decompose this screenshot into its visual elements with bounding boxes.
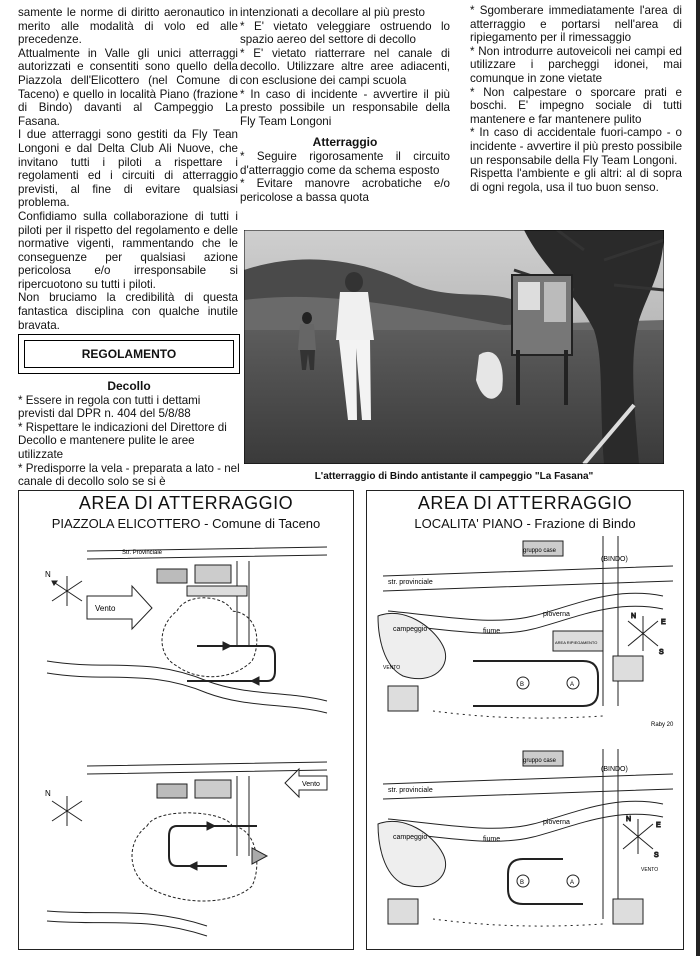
rule-item: * Non calpestare o sporcare prati e boschi. E' impegno sociale di tutti mantenere e far mantenere pulito — [470, 85, 682, 126]
rule-item: * Non introdurre autoveicoli nei campi ed utilizzare i parcheggi idonei, mai comunque in zone vietate — [470, 44, 682, 85]
compass-south: S — [654, 852, 659, 859]
compass-icon — [628, 613, 666, 656]
panel-title: AREA DI ATTERRAGGIO — [417, 493, 633, 513]
regolamento-box — [18, 334, 240, 374]
photo-caption: L'atterraggio di Bindo antistante il campeggio "La Fasana" — [314, 471, 594, 482]
rule-item: * In caso di accidentale fuori-campo - o incidente - avvertire il più presto possibile un responsabile della Fly Team Longoni. — [470, 126, 683, 167]
compass-south: S — [659, 649, 664, 656]
rule-item: * Rispettare le indicazioni del Direttore di Decollo e mantenere pulite le aree utilizzate — [18, 420, 227, 461]
rule-item: * In caso di incidente - avvertire il più presto possibile un responsabile della Fly Team Longoni — [240, 87, 450, 128]
closing-line: Rispetta l'ambiente e gli altri: al di sopra di ogni regola, usa il tuo buon senso. — [470, 167, 682, 194]
wind-arrow-icon — [87, 586, 152, 629]
houses-label: gruppo case — [523, 758, 557, 764]
rule-item: * Predisporre la vela - preparata a lato - nel canale di decollo solo se si è — [18, 461, 240, 489]
landing-area-panel-taceno — [18, 490, 354, 950]
marker-b: B — [520, 880, 525, 886]
panel-subtitle: LOCALITA' PIANO - Frazione di Bindo — [414, 516, 636, 531]
marker-a: A — [570, 682, 575, 688]
rule-item: * E' vietato veleggiare ostruendo lo spazio aereo del settore di decollo — [240, 19, 450, 47]
bindo-map-top — [373, 536, 679, 731]
paragraph: Confidiamo sulla collaborazione di tutti i piloti per il rispetto del regolamento e delle normative vigenti, rammentando che le conseguenze per qualsiasi azione pericolosa e/o irresponsabile si ripercuotono su tutti i piloti. — [18, 209, 238, 291]
compass-north: N — [626, 816, 632, 823]
paragraph: I due atterraggi sono gestiti da Fly Tean Longoni e dal Delta Club Ali Nuove, che invitano tutti i piloti a rispettare i regolamenti ed i circuiti di atterraggio previsti, al fine di evitare qualsiasi problema. — [18, 128, 238, 210]
bindo-label: (BINDO) — [601, 766, 628, 773]
wind-label: Vento — [95, 604, 116, 613]
landing-area-panel-bindo — [366, 490, 684, 950]
river-label: fiume — [483, 836, 501, 843]
bindo-map-bottom — [373, 749, 679, 939]
wind-label: Vento — [302, 781, 320, 788]
taceno-map-top — [27, 541, 345, 741]
rule-item: * Seguire rigorosamente il circuito d'atterraggio come da schema esposto — [240, 149, 450, 177]
rule-item: * Essere in regola con tutti i dettami previsti dal DPR n. 404 del 5/8/88 — [18, 393, 201, 421]
atterraggio-heading: Atterraggio — [312, 135, 378, 150]
rule-item: * Sgomberare immediatamente l'area di atterraggio e portarsi nell'area di ripiegamento per il rimessaggio — [470, 4, 682, 45]
rule-item: * Evitare manovre acrobatiche e/o pericolose a bassa quota — [240, 177, 450, 204]
road-label: str. provinciale — [388, 579, 433, 586]
decollo-heading: Decollo — [107, 379, 151, 393]
compass-icon — [623, 816, 661, 859]
photo-illustration — [244, 230, 664, 464]
decollo-section — [18, 378, 240, 489]
river-name-label: pioverna — [543, 819, 570, 826]
taceno-map-bottom — [27, 756, 345, 941]
river-label: fiume — [483, 628, 501, 635]
marker-a: A — [570, 880, 575, 886]
campsite-label: campeggio — [393, 626, 428, 633]
paragraph: intenzionati a decollare al più presto — [240, 6, 425, 19]
paragraph: Attualmente in Valle gli unici atterraggi autorizzati e consentiti sono quello della Piazzola dell'Elicottero (nel Comune di Taceno) e quello in località Piano (frazione di Bindo) davanti al Campeggio La Fasana. — [18, 46, 238, 128]
compass-east: E — [656, 822, 661, 829]
compass-icon — [52, 796, 82, 826]
landing-field-photo — [244, 230, 664, 464]
north-label: N — [45, 789, 51, 798]
road-label: Str. Provinciale — [122, 550, 163, 556]
page-edge — [696, 0, 700, 956]
paragraph: Non bruciamo la credibilità di questa fantastica disciplina con qualche inutile bravata. — [18, 291, 238, 332]
panel-subtitle: PIAZZOLA ELICOTTERO - Comune di Taceno — [51, 516, 321, 531]
column-left — [18, 6, 238, 332]
compass-east: E — [661, 619, 666, 626]
north-label: N — [45, 570, 51, 579]
regolamento-title: REGOLAMENTO — [24, 340, 234, 368]
fold-area-label: AREA RIPIEGAMENTO — [555, 640, 598, 645]
panel-title: AREA DI ATTERRAGGIO — [78, 493, 294, 513]
column-middle — [240, 6, 450, 204]
compass-icon — [52, 576, 82, 606]
paragraph: samente le norme di diritto aeronautico in merito alle modalità di volo ed alle precedenze. — [18, 6, 238, 47]
wind-label: VENTO — [641, 867, 659, 873]
column-right — [470, 4, 682, 194]
campsite-label: campeggio — [393, 834, 428, 841]
wind-label: VENTO — [383, 665, 401, 671]
rule-item: * E' vietato riatterrare nel canale di decollo. Utilizzare altre aree adiacenti, con esclusione dei campi scuola — [240, 46, 450, 87]
houses-label: gruppo case — [523, 548, 557, 554]
river-name-label: pioverna — [543, 611, 570, 618]
wind-arrow-icon — [285, 769, 327, 797]
bindo-label: (BINDO) — [601, 556, 628, 563]
road-label: str. provinciale — [388, 787, 433, 794]
compass-north: N — [631, 613, 637, 620]
signature: Raby 20 — [651, 722, 674, 728]
marker-b: B — [520, 682, 525, 688]
